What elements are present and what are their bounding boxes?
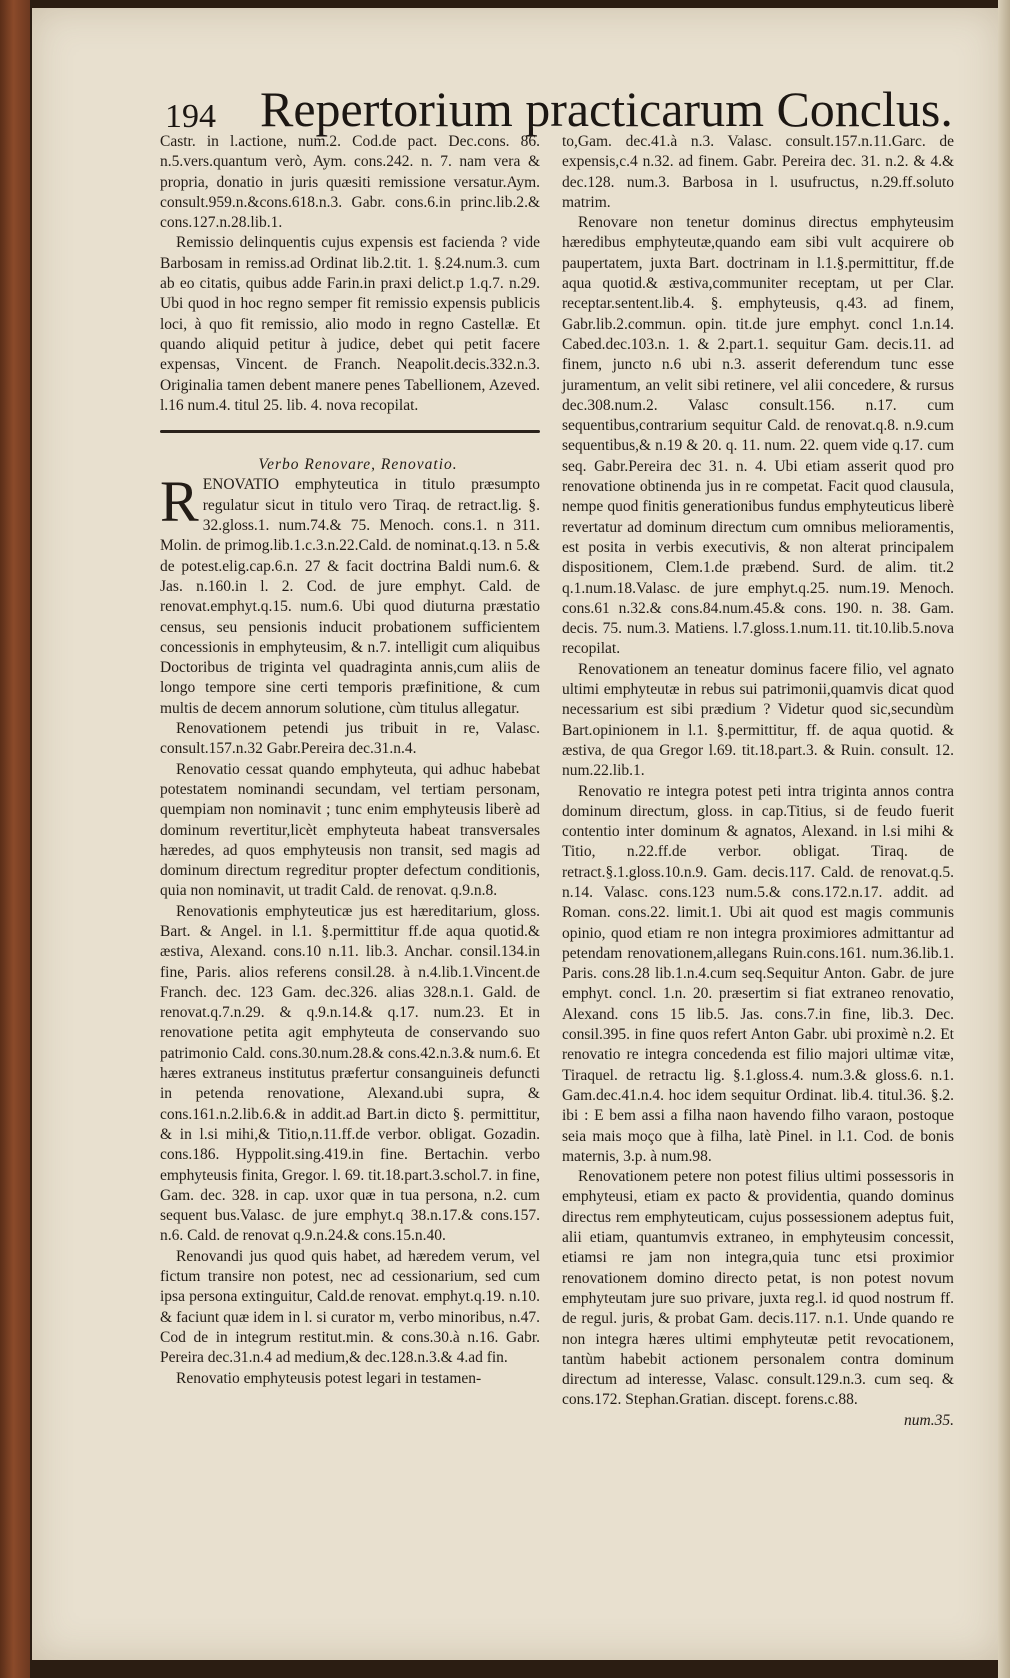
page-edge <box>998 0 1010 1678</box>
running-title: Repertorium practicarum Conclus. <box>260 81 953 137</box>
paragraph-text: ENOVATIO emphyteutica in titulo præsumpto regulatur sicut in titulo vero Tiraq. de retract.lig. §. 32.gloss.1. num.74.& 75. Menoch. cons.1. n 311. Molin. de primog.lib.1.c.3.n.22.Cald. de nominat.q.13. n 5.& de potest.elig.cap.6.n. 27 & facit doctrina Baldi num.6. & Jas. n.160.in l. 2. Cod. de jure emphyt. Cald. de renovat.emphyt.q.15. num.6. Ubi quod diuturna præstatio census, seu pensionis inducit probationem sufficientem concessionis in emphyteusim, & n.7. intelligit cum aliquibus Doctoribus de triginta vel quadraginta annis,cum aliis de longo tempore sine certi temporis præfinitione, & cum multis de decem annorum solutione, cùm titulus allegatur. <box>160 476 540 717</box>
paragraph: Renovare non tenetur dominus directus emphyteusim hæredibus emphyteutæ,quando eam sibi vult acquirere ob paupertatem, juxta Bart. doctrinam in l.1.§.permittitur, ff.de aqua quotid.& æstiva,communiter receptam, ut per Clar. receptar.sentent.lib.4. §. emphyteusis, q.43. ad finem, Gabr.lib.2.commun. opin. tit.de jure emphyt. concl 1.n.14. Cabed.dec.103.n. 1. & 2.part.1. sequitur Gam. decis.11. ad finem, juncto n.6 ubi n.3. asserit deferendum tunc esse juramentum, an velit sibi retinere, vel alii concedere, & rursus dec.308.num.2. Valasc consult.156. n.17. cum sequentibus,contrarium sequitur Cald. de renovat.q.8. n.9.cum sequentibus,& n.19 & 20. q. 11. num. 22. quem vide q.17. cum seq. Gabr.Pereira dec 31. n. 4. Ubi etiam asserit quod pro renovatione obtinenda jus in re competat. Facit quod clausula, nempe quod finitis generationibus fundus emphyteuticus liberè revertatur ad dominum directum cum omnibus melioramentis, est posita in verbis executivis, & non alterat principalem dispositionem, Clem.1.de præbend. Surd. de alim. tit.2 q.1.num.18.Valasc. de jure emphyt.q.25. num.19. Menoch. cons.61 n.32.& cons.84.num.45.& cons. 190. n. 38. Gam. decis. 75. num.3. Matiens. l.7.gloss.1.num.11. tit.10.lib.5.nova recopilat. <box>562 214 954 658</box>
page-number: 194 <box>165 98 216 135</box>
paragraph: Renovationem an teneatur dominus facere filio, vel agnato ultimi emphyteutæ in rebus sui patrimonii,quamvis dicat quod necessarium est sibi prædium ? Videtur quod sic,secundùm Bart.opinionem in l.1. §.permittitur, ff. de aqua quotid. & æstiva, de qua Gregor l.69. tit.18.part.3. & Ruin. consult. 12. num.22.lib.1. <box>562 660 954 780</box>
section-divider <box>160 430 540 433</box>
section-title: Verbo Renovare, Renovatio. <box>258 456 458 474</box>
book-spine <box>0 0 30 1678</box>
page-header <box>165 80 953 140</box>
paragraph: Renovationis emphyteuticæ jus est hæreditarium, gloss. Bart. & Angel. in l.1. §.permittitur ff.de aqua quotid.& æstiva, Alexand. cons.10 n.11. lib.3. Anchar. consil.134.in fine, Paris. alios referens consil.28. à n.4.lib.1.Vincent.de Franch. dec. 123 Gam. dec.326. alias 328.n.1. Gald. de renovat.q.7.n.29. & q.9.n.14.& q.17. num.23. Et in renovatione petita agit emphyteuta de conservando suo patrimonio Cald. cons.30.num.28.& cons.42.n.3.& num.6. Et hæres extraneus institutus præfertur consanguineis defuncti in petenda renovatione, Alexand.ubi supra, & cons.161.n.2.lib.6.& in addit.ad Bart.in dicto §. permittitur, & in l.si mihi,& Titio,n.11.ff.de verbor. obligat. Gozadin. cons.186. Hyppolit.sing.419.in fine. Bertachin. verbo emphyteusis finita, Gregor. l. 69. tit.18.part.3.schol.7. in fine, Gam. dec. 328. in cap. uxor quæ in tua persona, n.2. cum sequent bus.Valasc. de jure emphyt.q 38.n.17.& cons.157. n.6. Cald. de renovat q.9.n.24.& cons.15.n.40. <box>160 902 540 1245</box>
paragraph: Remissio delinquentis cujus expensis est facienda ? vide Barbosam in remiss.ad Ordinat lib.2.tit. 1. §.24.num.3. cum ab eo citatis, quibus adde Farin.in praxi delict.p 1.q.7. n.29. Ubi quod in hoc regno semper fit remissio expensis publicis loci, à quo fit remissio, alio modo in regno Castellæ. Et quando aliquid petitur à judice, debet qui petit facere expensas, Vincent. de Franch. Neapolit.decis.332.n.3. Originalia tamen debent manere penes Tabellionem, Azeved. l.16 num.4. titul 25. lib. 4. nova recopilat. <box>160 234 540 414</box>
right-column <box>562 132 954 1431</box>
paragraph: Castr. in l.actione, num.2. Cod.de pact. Dec.cons. 86. n.5.vers.quantum verò, Aym. cons.242. n. 7. nam vera & propria, donatio in juris quæsiti remissione versatur.Aym. consult.959.n.&cons.618.n.3. Gabr. cons.6.in princ.lib.2.& cons.127.n.28.lib.1. <box>160 133 540 232</box>
left-column <box>160 132 540 1389</box>
paragraph: Renovatio emphyteusis potest legari in testamen- <box>176 1369 482 1387</box>
paragraph: Renovationem petendi jus tribuit in re, Valasc. consult.157.n.32 Gabr.Pereira dec.31.n.4. <box>160 720 540 758</box>
paragraph <box>160 469 540 719</box>
catchword: num.35. <box>904 1411 954 1429</box>
paragraph: Renovatio cessat quando emphyteuta, qui adhuc habebat potestatem nominandi secundam, vel tertiam personam, quempiam non nominavit ; tunc enim emphyteusis liberè ad dominum revertitur,licèt emphyteuta habeat transversales hæredes, ad quos emphyteusis non transit, sed magis ad dominum directum regreditur propter defectum conditionis, quia non nominavit, ut tradit Cald. de renovat. q.9.n.8. <box>160 760 540 900</box>
paragraph: Renovatio re integra potest peti intra triginta annos contra dominum directum, gloss. in cap.Titius, si de feudo fuerit contentio inter dominum & agnatos, Alexand. in l.si mihi & Titio, n.22.ff.de verbor. obligat. Tiraq. de retract.§.1.gloss.10.n.9. Gam. decis.117. Cald. de renovat.q.5. n.14. Valasc. cons.123 num.5.& cons.172.n.17. addit. ad Roman. cons.22. limit.1. Ubi ait quod est magis communis opinio, quod etiam re non integra proximiores admittantur ad petendam renovationem,allegans Ruin.cons.161. num.36.lib.1. Paris. cons.28 lib.1.n.4.cum seq.Sequitur Anton. Gabr. de jure emphyt. concl. 1.n. 20. præsertim si fiat extraneo renovatio, Alexand. cons 15 lib.5. Jas. cons.7.in fine, lib.3. Dec. consil.395. in fine quos refert Anton Gabr. ubi proximè n.2. Et renovatio re integra concedenda est filio majori ultimæ vitæ, Tiraquel. de retractu lig. §.1.gloss.4. num.3.& gloss.6. n.1. Gam.dec.41.n.4. hoc idem sequitur Ordinat. lib.4. titul.36. §.2. ibi : E bem assi a filha naon havendo filho varaon, postoque seia mais moço que à filha, latè Pinel. in l.1. Cod. de bonis maternis, 3.p. à num.98. <box>562 782 954 1165</box>
paragraph: Renovationem petere non potest filius ultimi possessoris in emphyteusi, etiam ex pacto & providentia, quando dominus directus rem emphyteuticam, cujus possessionem adeptus fuit, alii etiam, quantumvis extraneo, in emphyteusim concessit, etiamsi re jam non integra,quia tunc etsi proximior renovationem domino directo petat, is non potest novum emphyteutam jure suo privare, juxta reg.l. id quod nostrum ff. de regul. juris, & probat Gam. decis.117. n.1. Unde quando re non integra hæres ultimi emphyteutæ petit revocationem, tantùm habebit actionem personalem contra dominum directum ad interesse, Valasc. consult.129.n.3. cum seq. & cons.172. Stephan.Gratian. discept. forens.c.88. <box>562 1168 954 1409</box>
drop-cap: R <box>160 469 199 535</box>
paragraph: to,Gam. dec.41.à n.3. Valasc. consult.157.n.11.Garc. de expensis,c.4 n.32. ad finem. Gabr. Pereira dec. 31. n.2. & 4.& dec.128. num.3. Barbosa in l. usufructus, n.29.ff.soluto matrim. <box>562 133 954 211</box>
paragraph: Renovandi jus quod quis habet, ad hæredem verum, vel fictum transire non potest, nec ad cessionarium, sed cum ipsa persona extinguitur, Cald.de renovat. emphyt.q.19. n.10. & faciunt quæ idem in l. si curator m, verbo minoribus, n.47. Cod de in integrum restitut.min. & cons.30.à n.16. Gabr. Pereira dec.31.n.4 ad medium,& dec.128.n.3.& 4.ad fin. <box>160 1247 540 1367</box>
